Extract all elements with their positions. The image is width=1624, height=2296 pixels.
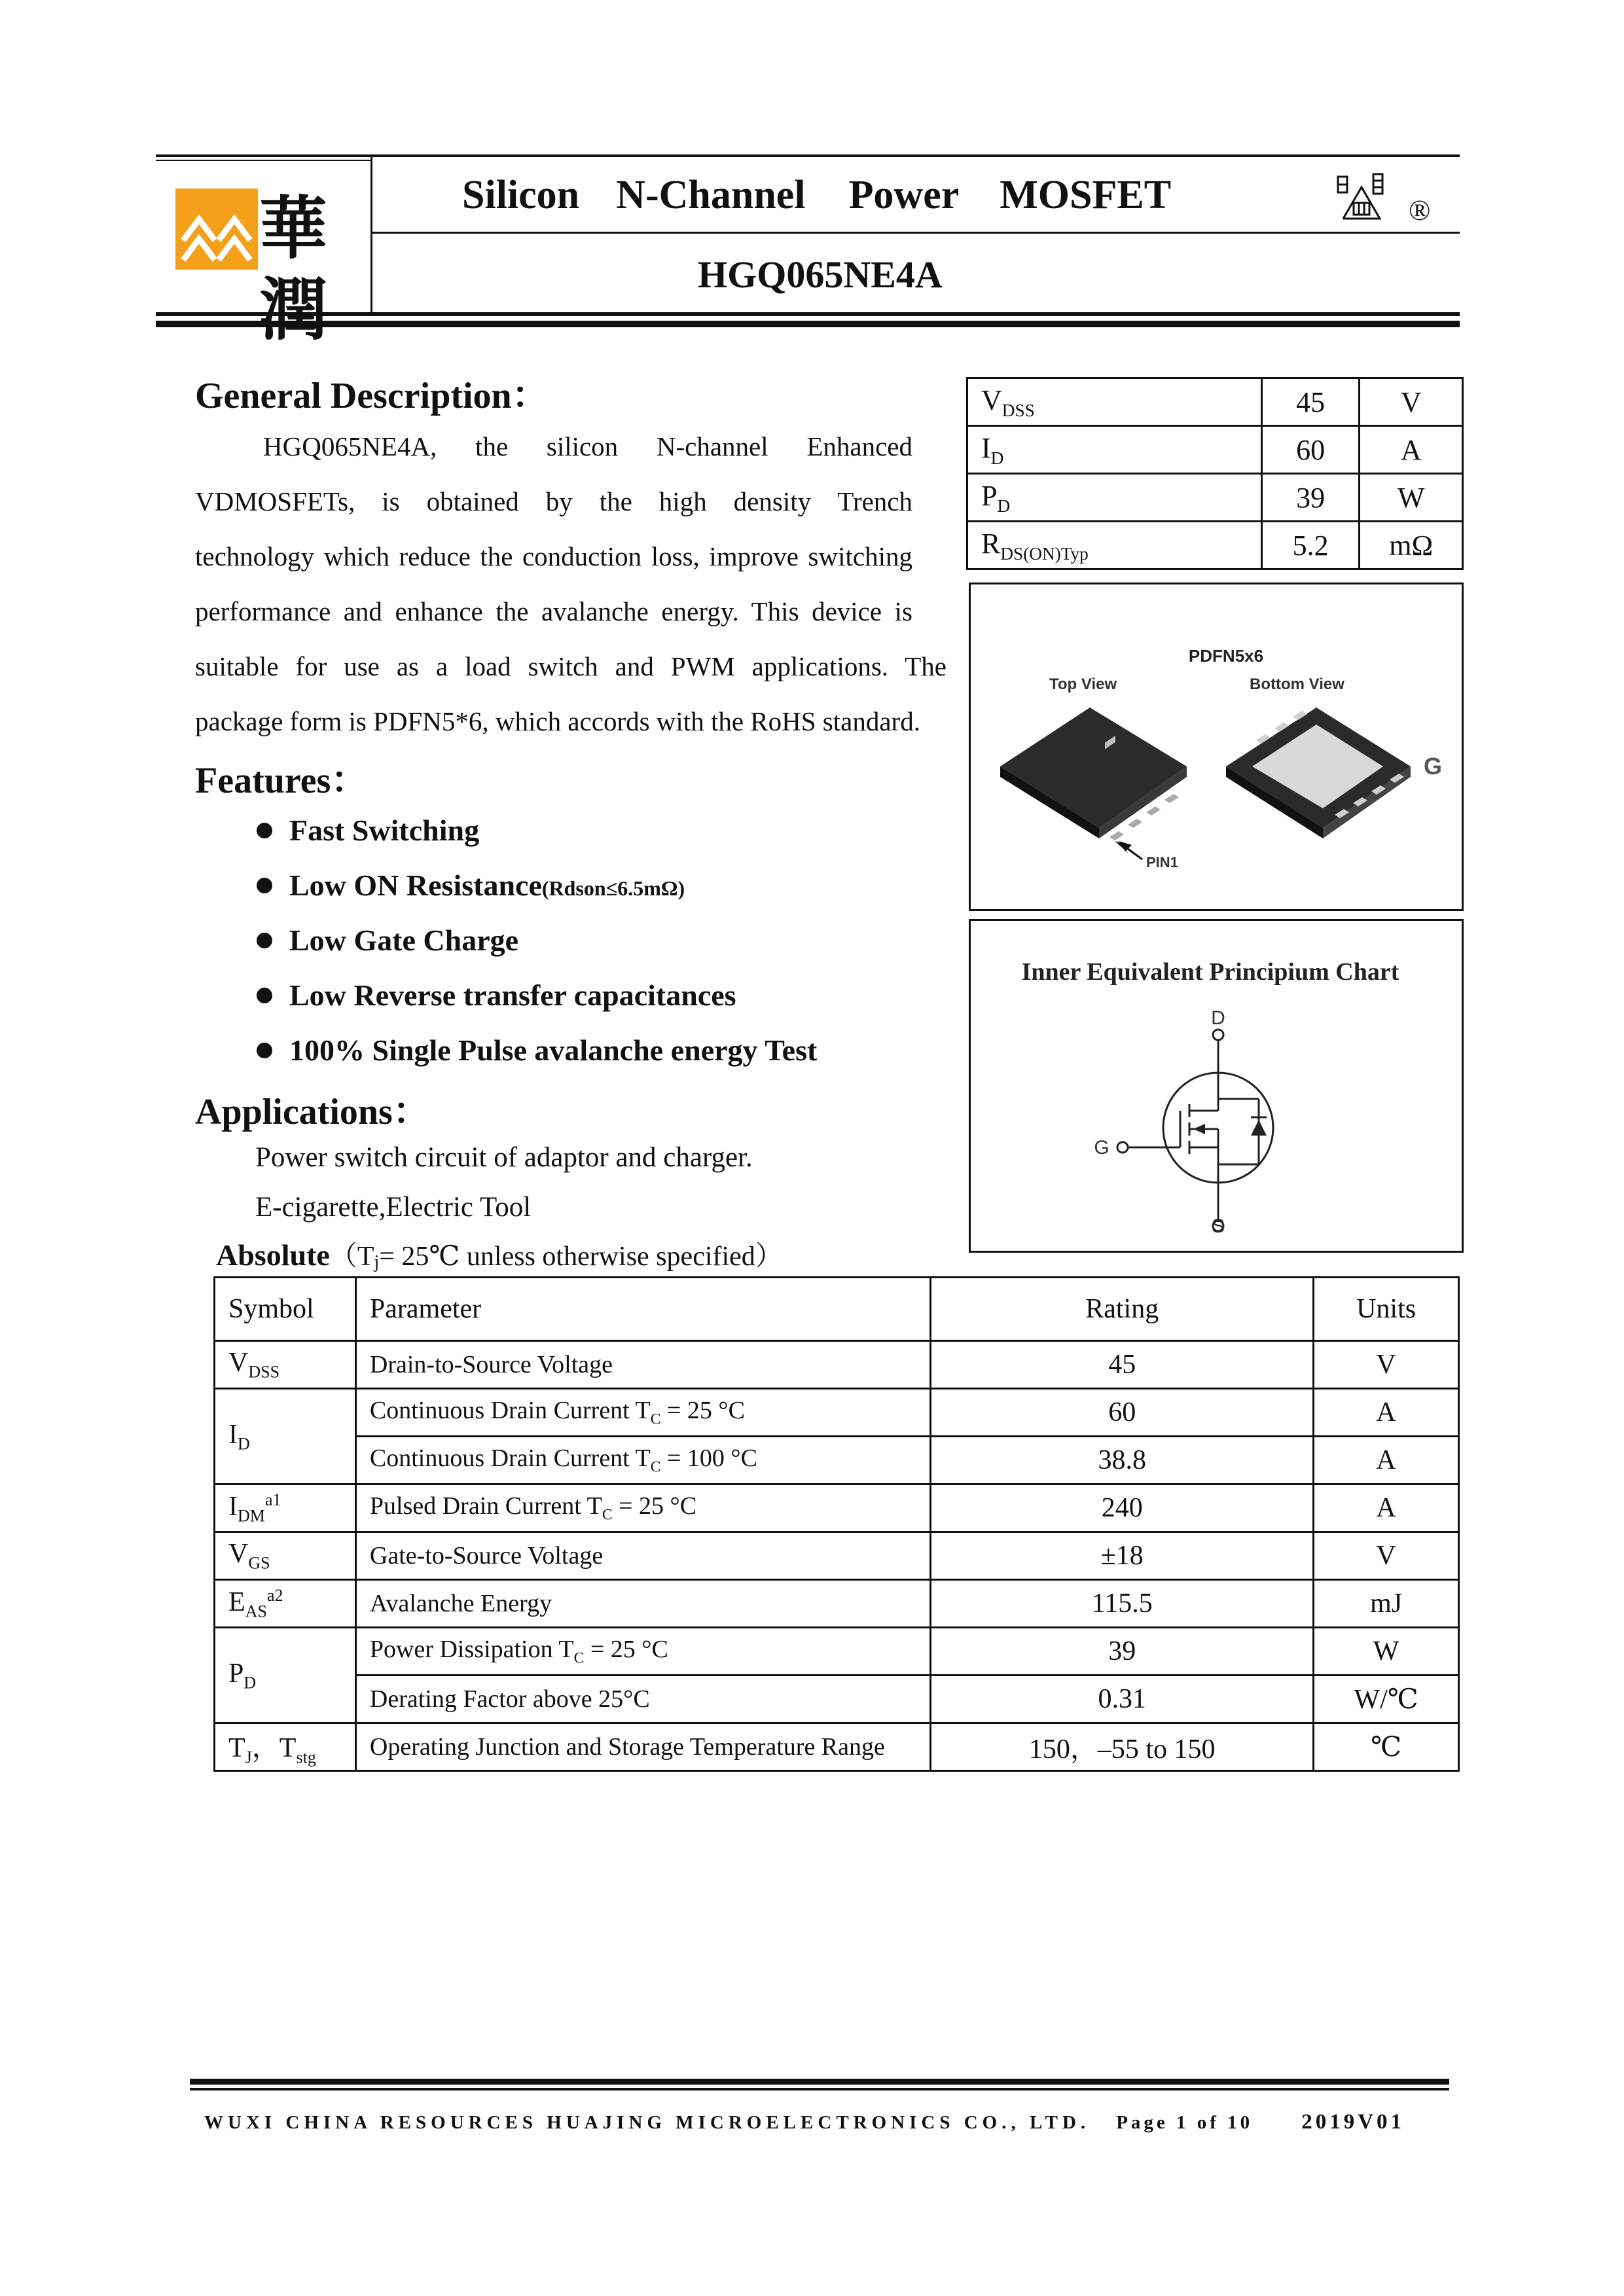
spec-row: $I_D$ 60 A — [967, 426, 1463, 474]
title-word-4: MOSFET — [1000, 173, 1172, 217]
application-item: Power switch circuit of adaptor and charger. — [255, 1142, 753, 1173]
desc-line-2: VDMOSFETs, is obtained by the high density Trench — [195, 486, 912, 516]
package-drawing — [971, 584, 1462, 909]
application-item: E-cigarette,Electric Tool — [255, 1192, 532, 1223]
rdson-note: (Rdson≤6.5mΩ) — [541, 876, 685, 900]
feature-item: Low Reverse transfer capacitances — [257, 978, 736, 1013]
spec-row: $R_{DS(ON)Typ}$ 5.2 mΩ — [967, 522, 1463, 569]
desc-line-5: suitable for use as a load switch and PWM applications. The — [195, 651, 947, 681]
feature-item: 100% Single Pulse avalanche energy Test — [257, 1033, 817, 1067]
table-row: $E_{AS}^{a2}$ Avalanche Energy 115.5 mJ — [215, 1580, 1459, 1628]
footer-version: 2019V01 — [1301, 2110, 1405, 2134]
svg-text:S: S — [1211, 1215, 1225, 1237]
table-row: $V_{GS}$ Gate-to-Source Voltage ±18 V — [215, 1532, 1459, 1580]
feature-item: Low Gate Charge — [257, 923, 518, 958]
table-row: Continuous Drain Current $T_C = 100$ °C 38.8 A — [215, 1437, 1459, 1484]
spec-row: $V_{DSS}$ 45 V — [967, 378, 1463, 426]
svg-text:PDFN5x6: PDFN5x6 — [1188, 646, 1264, 666]
title-word-1: Silicon — [462, 173, 580, 217]
feature-item: Fast Switching — [257, 813, 479, 848]
part-number: HGQ065NE4A — [698, 253, 943, 296]
svg-text:D: D — [1211, 1007, 1225, 1029]
registered-mark: ® — [1409, 194, 1431, 226]
equivalent-chart-box — [969, 919, 1464, 1253]
general-description-text — [195, 419, 947, 749]
company-logo — [175, 187, 353, 350]
bottom-view-chip — [1226, 708, 1411, 838]
svg-text:G: G — [1094, 1137, 1110, 1158]
absolute-ratings-label: $Absolute(T_j=$ 25℃ unless otherwise specified） — [216, 1238, 783, 1273]
features-heading: Features： — [195, 761, 368, 801]
table-row: Derating Factor above 25°C 0.31 W/℃ — [215, 1676, 1459, 1723]
table-row: $T_J$，$T_{stg}$ Operating Junction and Storage Temperature Range 150，–55 to 150 ℃ — [215, 1723, 1459, 1771]
title-word-3: Power — [848, 173, 960, 217]
absolute-ratings-table — [213, 1276, 1460, 1772]
document-title — [462, 172, 1171, 219]
feature-item: Low ON Resistance(Rdson≤6.5mΩ) — [257, 868, 685, 903]
top-view-chip — [1000, 708, 1187, 859]
package-image-box — [969, 583, 1464, 911]
table-row: $V_{DSS}$ Drain-to-Source Voltage 45 V — [215, 1341, 1459, 1389]
footer — [204, 2110, 1405, 2134]
key-spec-table — [966, 377, 1464, 570]
table-row: $P_D$ Power Dissipation $T_C = 25$ °C 39 W — [215, 1628, 1459, 1676]
certification-mark-icon — [1335, 171, 1401, 224]
svg-text:Inner Equivalent Principium Ch: Inner Equivalent Principium Chart — [1021, 958, 1399, 986]
svg-text:Bottom View: Bottom View — [1250, 675, 1344, 693]
mosfet-symbol — [971, 921, 1462, 1251]
desc-line-6: package form is PDFN5*6, which accords with the RoHS standard. — [195, 706, 920, 736]
desc-line-3: technology which reduce the conduction loss, improve switching — [195, 541, 912, 571]
table-header-row: Symbol Parameter Rating Units — [215, 1278, 1459, 1341]
desc-line-1: HGQ065NE4A, the silicon N-channel Enhanced — [263, 431, 912, 461]
desc-line-4: performance and enhance the avalanche energy. This device is — [195, 596, 912, 626]
svg-text:G: G — [1424, 753, 1443, 780]
applications-heading: Applications： — [195, 1092, 429, 1132]
spec-row: $P_D$ 39 W — [967, 474, 1463, 522]
footer-company: WUXI CHINA RESOURCES HUAJING MICROELECTRONICS CO., LTD. — [204, 2112, 1091, 2133]
svg-text:Top View: Top View — [1049, 675, 1117, 693]
logo-text: 華潤 — [259, 188, 320, 350]
footer-page: Page 1 of 10 — [1116, 2112, 1254, 2133]
table-row: $I_{DM}^{a1}$ Pulsed Drain Current $T_C = 25$ °C 240 A — [215, 1484, 1459, 1532]
svg-text:PIN1: PIN1 — [1146, 854, 1178, 870]
table-row: $I_D$ Continuous Drain Current $T_C = 25$ °C 60 A — [215, 1389, 1459, 1437]
general-description-heading: General Description： — [195, 376, 549, 416]
title-word-2: N-Channel — [616, 173, 806, 217]
